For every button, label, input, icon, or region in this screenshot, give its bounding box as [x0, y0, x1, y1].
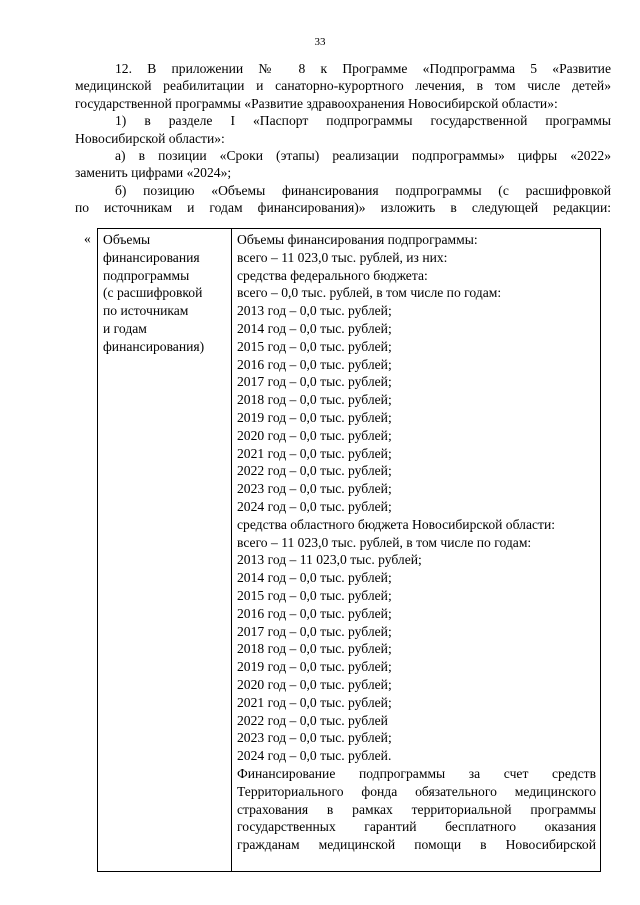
paragraph-line: б) позицию «Объемы финансирования подпрограммы (с расшифровкой: [115, 182, 611, 198]
content-line: 2023 год – 0,0 тыс. рублей;: [237, 730, 392, 746]
position-name-line: и годам: [103, 320, 147, 336]
position-name-line: Объемы: [103, 232, 151, 247]
content-line: всего – 0,0 тыс. рублей, в том числе по годам:: [237, 285, 502, 301]
position-name-line: подпрограммы: [103, 267, 190, 283]
content-line: 2017 год – 0,0 тыс. рублей;: [237, 623, 392, 639]
page-number: 33: [314, 36, 326, 48]
intro-text: [75, 60, 611, 217]
content-line: 2013 год – 11 023,0 тыс. рублей;: [237, 552, 422, 568]
opening-quote-mark: «: [84, 231, 91, 246]
content-line: 2013 год – 0,0 тыс. рублей;: [237, 303, 392, 319]
content-line: Территориального фонда обязательного медицинского: [237, 783, 596, 799]
paragraph-line: а) в позиции «Сроки (этапы) реализации подпрограммы» цифры «2022»: [115, 148, 611, 164]
paragraph-line: 12. В приложении № 8 к Программе «Подпрограмма 5 «Развитие: [115, 61, 611, 76]
paragraph-line: по источникам и годам финансирования)» изложить в следующей редакции:: [75, 200, 611, 216]
content-line: Финансирование подпрограммы за счет средств: [237, 765, 596, 781]
table-row: [98, 229, 601, 872]
position-name-cell: [98, 229, 232, 872]
content-line: 2014 год – 0,0 тыс. рублей;: [237, 570, 392, 586]
content-line: 2024 год – 0,0 тыс. рублей.: [237, 748, 392, 764]
content-line: 2015 год – 0,0 тыс. рублей;: [237, 587, 392, 603]
content-line: 2018 год – 0,0 тыс. рублей;: [237, 641, 392, 657]
paragraph-line: заменить цифрами «2024»;: [75, 165, 232, 181]
content-line: 2021 год – 0,0 тыс. рублей;: [237, 694, 392, 710]
content-line: 2022 год – 0,0 тыс. рублей: [237, 712, 388, 728]
content-line: 2023 год – 0,0 тыс. рублей;: [237, 481, 392, 497]
content-line: 2017 год – 0,0 тыс. рублей;: [237, 374, 392, 390]
paragraph-line: государственной программы «Развитие здравоохранения Новосибирской области»:: [75, 95, 558, 111]
content-line: 2016 год – 0,0 тыс. рублей;: [237, 356, 392, 372]
financing-table: [97, 228, 601, 872]
content-line: средства областного бюджета Новосибирской области:: [237, 516, 556, 532]
content-line: 2014 год – 0,0 тыс. рублей;: [237, 320, 392, 336]
content-line: 2015 год – 0,0 тыс. рублей;: [237, 338, 392, 354]
content-line: гражданам медицинской помощи в Новосибирской: [237, 837, 596, 853]
content-line: 2020 год – 0,0 тыс. рублей;: [237, 676, 392, 692]
position-name-line: финансирования: [103, 249, 200, 265]
content-line: 2019 год – 0,0 тыс. рублей;: [237, 409, 392, 425]
position-name-line: финансирования): [103, 338, 205, 354]
content-line: средства федерального бюджета:: [237, 267, 428, 283]
content-line: 2022 год – 0,0 тыс. рублей;: [237, 463, 392, 479]
content-line: 2020 год – 0,0 тыс. рублей;: [237, 427, 392, 443]
paragraph-line: Новосибирской области»:: [75, 130, 225, 146]
content-line: государственных гарантий бесплатного оказания: [237, 819, 596, 835]
position-content-cell: [232, 229, 601, 872]
content-line: 2019 год – 0,0 тыс. рублей;: [237, 659, 392, 675]
content-line: 2016 год – 0,0 тыс. рублей;: [237, 605, 392, 621]
paragraph-line: 1) в разделе I «Паспорт подпрограммы государственной программы: [115, 113, 611, 129]
content-line: 2024 год – 0,0 тыс. рублей;: [237, 498, 392, 514]
content-line: 2021 год – 0,0 тыс. рублей;: [237, 445, 392, 461]
content-line: Объемы финансирования подпрограммы:: [237, 232, 478, 247]
content-line: всего – 11 023,0 тыс. рублей, из них:: [237, 249, 448, 265]
content-line: страхования в рамках территориальной программы: [237, 801, 596, 817]
content-line: всего – 11 023,0 тыс. рублей, в том числе по годам:: [237, 534, 532, 550]
position-name-line: (с расшифровкой: [103, 285, 203, 301]
paragraph-line: медицинской реабилитации и санаторно-курортного лечения, в том числе детей»: [75, 78, 611, 94]
position-name-line: по источникам: [103, 303, 189, 319]
content-line: 2018 год – 0,0 тыс. рублей;: [237, 392, 392, 408]
